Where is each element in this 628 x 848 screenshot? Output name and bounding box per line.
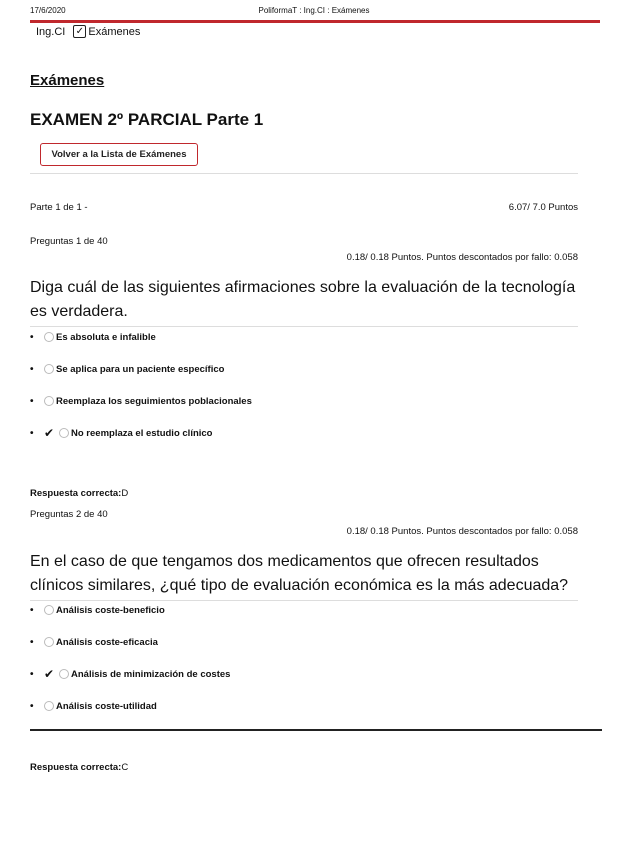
option-label: Análisis coste-utilidad (56, 700, 157, 712)
radio-button[interactable] (44, 364, 54, 374)
radio-button[interactable] (44, 332, 54, 342)
bullet: • (30, 668, 34, 680)
option-label: Análisis de minimización de costes (71, 668, 231, 680)
divider (30, 729, 602, 731)
print-title: PoliformaT : Ing.CI : Exámenes (258, 6, 370, 15)
correct-answer (30, 488, 128, 499)
question-text: En el caso de que tengamos dos medicamentos que ofrecen resultados clínicos similares, ¿qué tipo de evaluación económica es la más adecuada? (30, 553, 569, 594)
option-label: Se aplica para un paciente específico (56, 363, 225, 375)
option-item[interactable] (30, 690, 230, 722)
checkbox-icon: ✓ (73, 25, 86, 38)
option-label: Análisis coste-beneficio (56, 604, 165, 616)
option-label: Es absoluta e infalible (56, 331, 156, 343)
radio-button[interactable] (59, 428, 69, 438)
bullet: • (30, 363, 34, 375)
radio-button[interactable] (44, 701, 54, 711)
radio-button[interactable] (44, 605, 54, 615)
question-points: 0.18/ 0.18 Puntos. Puntos descontados por fallo: 0.058 (346, 252, 578, 263)
option-item[interactable] (30, 594, 230, 626)
option-label: No reemplaza el estudio clínico (71, 427, 213, 439)
header-divider (30, 20, 600, 23)
question-points: 0.18/ 0.18 Puntos. Puntos descontados por fallo: 0.058 (346, 526, 578, 537)
print-header (0, 0, 628, 22)
option-item[interactable] (30, 385, 252, 417)
part-label: Parte 1 de 1 - (30, 202, 88, 213)
correct-answer-label: Respuesta correcta: (30, 488, 122, 499)
bullet: • (30, 604, 34, 616)
correct-answer-value: D (121, 488, 129, 499)
question-number: Preguntas 2 de 40 (30, 509, 108, 520)
correct-check-icon: ✔ (44, 667, 55, 681)
back-to-exam-list-button[interactable]: Volver a la Lista de Exámenes (40, 143, 198, 166)
options-list (30, 321, 252, 449)
correct-answer-label: Respuesta correcta: (30, 762, 122, 773)
breadcrumb-tool-label: Exámenes (88, 25, 141, 38)
divider (30, 173, 578, 174)
option-item[interactable] (30, 658, 230, 690)
exam-title: EXAMEN 2º PARCIAL Parte 1 (30, 110, 264, 129)
correct-answer (30, 762, 128, 773)
option-item[interactable] (30, 353, 252, 385)
question-number: Preguntas 1 de 40 (30, 236, 108, 247)
correct-check-icon: ✔ (44, 426, 55, 440)
section-title: Exámenes (30, 72, 105, 89)
breadcrumb-site[interactable]: Ing.CI (36, 25, 66, 38)
bullet: • (30, 331, 34, 343)
radio-button[interactable] (44, 637, 54, 647)
correct-answer-value: C (121, 762, 129, 773)
bullet: • (30, 636, 34, 648)
breadcrumb (36, 25, 140, 38)
radio-button[interactable] (59, 669, 69, 679)
bullet: • (30, 427, 34, 439)
option-label: Análisis coste-eficacia (56, 636, 158, 648)
options-list (30, 594, 230, 722)
part-score: 6.07/ 7.0 Puntos (508, 202, 578, 213)
option-item[interactable] (30, 626, 230, 658)
option-item[interactable] (30, 321, 252, 353)
breadcrumb-tool[interactable] (73, 25, 140, 38)
radio-button[interactable] (44, 396, 54, 406)
print-date: 17/6/2020 (30, 6, 66, 15)
question-text: Diga cuál de las siguientes afirmaciones sobre la evaluación de la tecnología es verdadera. (30, 279, 576, 320)
option-label: Reemplaza los seguimientos poblacionales (56, 395, 252, 407)
option-item[interactable] (30, 417, 252, 449)
bullet: • (30, 395, 34, 407)
bullet: • (30, 700, 34, 712)
